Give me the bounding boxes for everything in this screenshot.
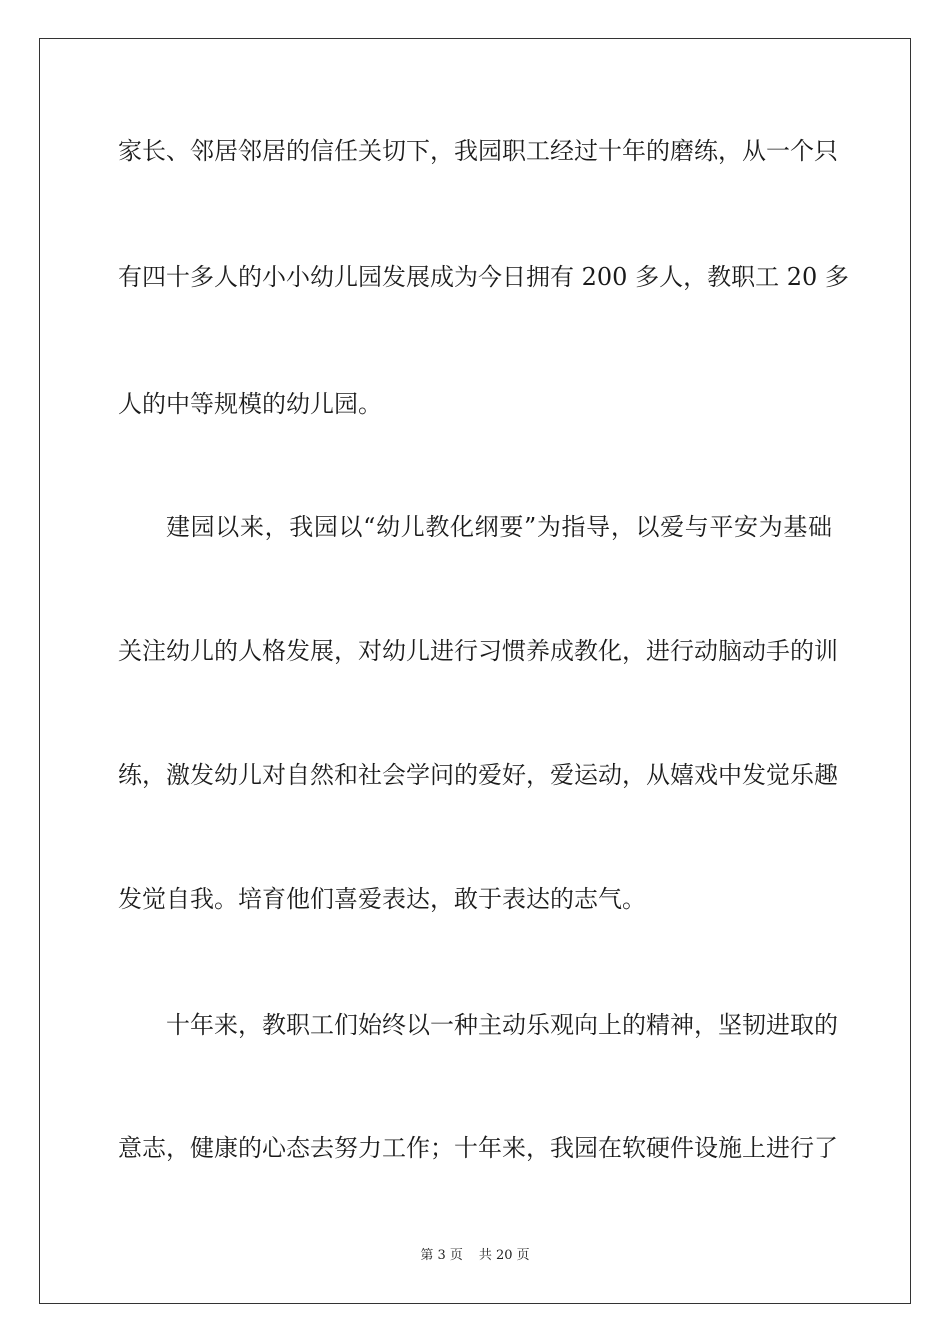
page-total: 共 20 页 [478,1248,530,1263]
page-border [39,38,911,1304]
body-line: 人的中等规模的幼儿园。 [118,390,382,418]
body-line: 发觉自我。培育他们喜爱表达，敢于表达的志气。 [118,885,646,913]
body-line: 练，激发幼儿对自然和社会学问的爱好，爱运动，从嬉戏中发觉乐趣 [118,761,838,789]
page-number: 第 3 页 [420,1248,463,1263]
body-line: 家长、邻居邻居的信任关切下，我园职工经过十年的磨练，从一个只 [118,137,838,165]
body-line: 意志，健康的心态去努力工作；十年来，我园在软硬件设施上进行了 [118,1134,838,1162]
body-line: 关注幼儿的人格发展，对幼儿进行习惯养成教化，进行动脑动手的训 [118,637,838,665]
paragraph-first-line: 建园以来，我园以“幼儿教化纲要”为指导，以爱与平安为基础 [166,513,832,541]
paragraph-first-line: 十年来，教职工们始终以一种主动乐观向上的精神，坚韧进取的 [166,1011,838,1039]
page-footer [0,1247,950,1265]
body-line: 有四十多人的小小幼儿园发展成为今日拥有 200 多人，教职工 20 多 [118,263,849,291]
